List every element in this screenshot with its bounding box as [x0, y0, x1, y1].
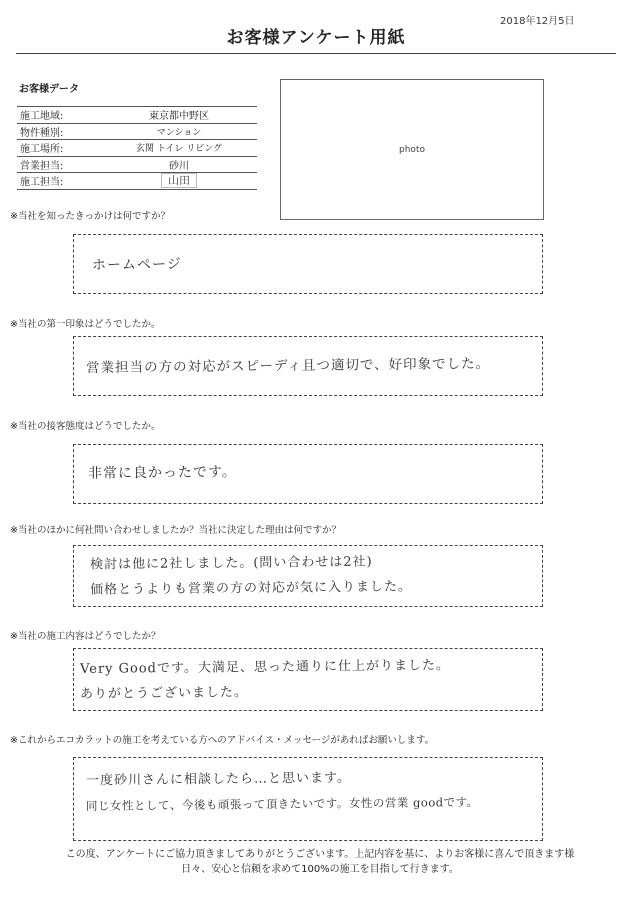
- row-label: 施工担当:: [17, 173, 101, 190]
- title-bar: [16, 24, 616, 54]
- footer-line-1: この度、アンケートにご協力頂きましてありがとうございます。上記内容を基に、よりお客様に喜んで頂きます様: [65, 849, 575, 860]
- question-6: ※これからエコカラットの施工を考えている方へのアドバイス・メッセージがあればお願いします。: [10, 735, 435, 746]
- question-2: ※当社の第一印象はどうでしたか。: [10, 319, 161, 330]
- row-value: 砂川: [101, 156, 257, 173]
- page-title: お客様アンケート用紙: [226, 28, 406, 48]
- answer-6-line-2: 同じ女性として、今後も頑張って頂きたいです。女性の営業 goodです。: [85, 794, 479, 814]
- customer-row-location: [17, 140, 257, 157]
- answer-2-line-1: 営業担当の方の対応がスピーディ且つ適切で、好印象でした。: [85, 355, 491, 377]
- photo-placeholder: [280, 79, 544, 220]
- footer-message: [40, 847, 600, 877]
- answer-5-line-1: Very Goodです。大満足、思った通りに仕上がりました。: [79, 658, 450, 677]
- row-value: 東京都中野区: [101, 107, 257, 124]
- customer-row-sales-rep: [17, 156, 257, 173]
- customer-data-heading: お客様データ: [19, 84, 79, 95]
- customer-row-installer: [17, 173, 257, 190]
- installer-name-handwritten: 山田: [161, 173, 197, 188]
- row-label: 営業担当:: [17, 156, 101, 173]
- question-4: ※当社のほかに何社問い合わせしましたか？当社に決定した理由は何ですか？: [10, 525, 341, 536]
- footer-line-2: 日々、安心と信頼を求めて100%の施工を目指して行きます。: [181, 864, 459, 875]
- photo-label: photo: [399, 144, 425, 155]
- answer-3-line-1: 非常に良かったです。: [87, 464, 237, 482]
- customer-row-area: [17, 107, 257, 124]
- row-label: 施工地域:: [17, 107, 101, 124]
- survey-date: 2018年12月5日: [500, 16, 575, 27]
- answer-4-line-2: 価格とうよりも営業の方の対応が気に入りました。: [89, 579, 413, 598]
- customer-data-table: [17, 106, 257, 190]
- question-1: ※当社を知ったきっかけは何ですか？: [10, 211, 170, 222]
- answer-6-line-1: 一度砂川さんに相談したら…と思います。: [85, 770, 352, 789]
- question-3: ※当社の接客態度はどうでしたか。: [10, 421, 161, 432]
- row-value: 玄関 トイレ リビング: [101, 140, 257, 157]
- question-5: ※当社の施工内容はどうでしたか？: [10, 631, 161, 642]
- answer-1-line-1: ホームページ: [91, 256, 182, 274]
- row-label: 施工場所:: [17, 140, 101, 157]
- row-value: マンション: [101, 123, 257, 140]
- customer-row-property-type: [17, 123, 257, 140]
- answer-5-line-2: ありがとうございました。: [79, 685, 249, 702]
- row-label: 物件種別:: [17, 123, 101, 140]
- answer-4-line-1: 検討は他に2社しました。(問い合わせは2社): [89, 554, 373, 573]
